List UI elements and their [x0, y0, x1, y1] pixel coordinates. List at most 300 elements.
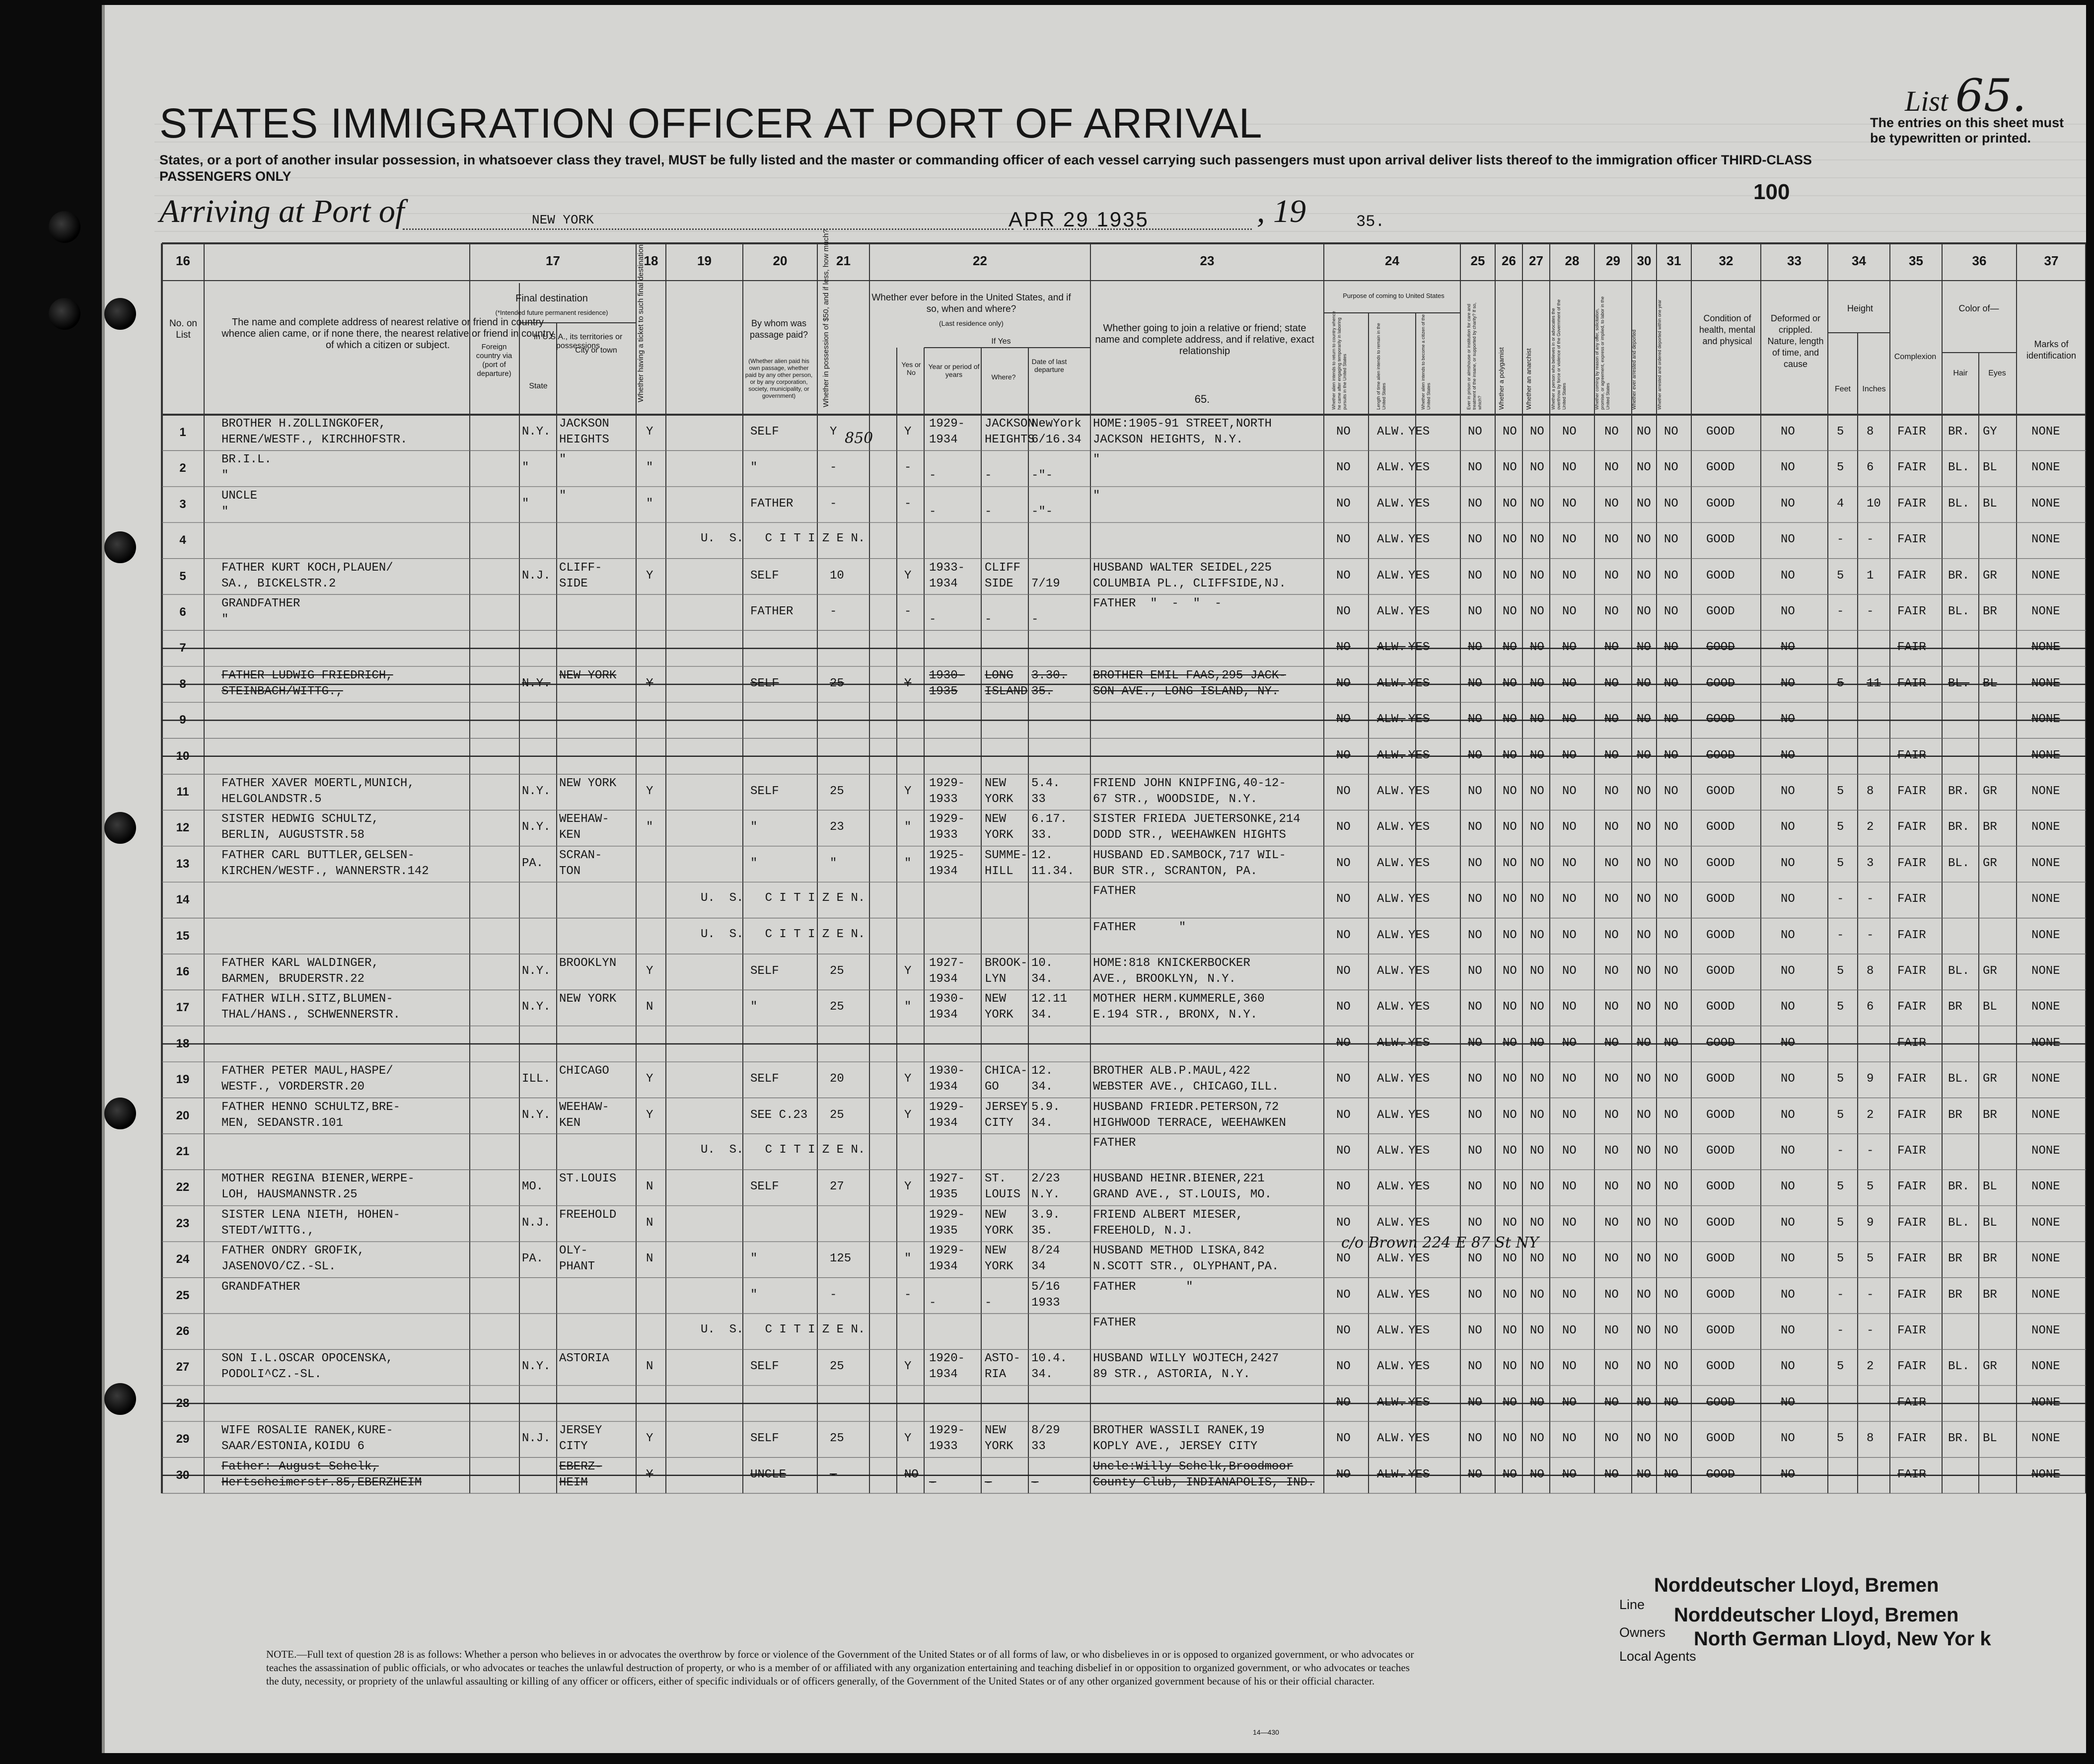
- cell-inch: 2: [1867, 1108, 1874, 1122]
- cell-ticket: Y: [646, 785, 653, 798]
- cell-dep1: 10.: [1031, 956, 1053, 970]
- cell-n25: NO: [1468, 1360, 1482, 1374]
- cell-inch: 9: [1867, 1072, 1874, 1086]
- cell-join1: HOME:1905-91 STREET,NORTH: [1093, 417, 1272, 431]
- cell-v24b: ALW.: [1377, 713, 1406, 727]
- cell-wh1: NEW: [985, 812, 1007, 826]
- cell-n28: NO: [1562, 713, 1577, 727]
- header-purpose-b: Length of time alien intends to remain in the United States: [1376, 323, 1386, 410]
- header-purpose-a: Whether alien intends to return to country whence he came after engaging temporarily in laboring pursuits in the United States: [1331, 311, 1347, 410]
- cell-hair: BL.: [1948, 964, 1970, 978]
- cell-v24b: ALW.: [1377, 1072, 1406, 1086]
- cell-per1: 1920-: [929, 1352, 965, 1366]
- cell-n30: NO: [1637, 964, 1651, 978]
- cell-dep1: NewYork: [1031, 417, 1082, 431]
- cell-n31: NO: [1664, 1144, 1678, 1158]
- cell-city1: CHICAGO: [559, 1064, 609, 1078]
- cell-n29: NO: [1604, 892, 1619, 906]
- cell-inch: 10: [1867, 497, 1881, 511]
- cell-deformed: NO: [1781, 1288, 1795, 1302]
- cell-feet: -: [1837, 1324, 1844, 1337]
- cell-n27: NO: [1530, 1288, 1544, 1302]
- cell-n31: NO: [1664, 533, 1678, 547]
- cell-n27: NO: [1530, 1468, 1544, 1481]
- cell-n28: NO: [1562, 1216, 1577, 1230]
- cell-rel1: FATHER CARL BUTTLER,GELSEN-: [221, 848, 415, 862]
- header-height: Height: [1847, 303, 1874, 313]
- cell-compl: FAIR: [1897, 533, 1926, 547]
- cell-per1: 1929-: [929, 1208, 965, 1222]
- cell-health: GOOD: [1706, 533, 1735, 547]
- cell-n26: NO: [1503, 676, 1517, 690]
- cell-join1: HUSBAND FRIEDR.PETERSON,72: [1093, 1100, 1279, 1114]
- cell-deformed: NO: [1781, 605, 1795, 618]
- cell-yn: ": [904, 856, 912, 870]
- punch-hole: [104, 812, 136, 844]
- cell-health: GOOD: [1706, 1360, 1735, 1374]
- cell-eyes: BR: [1983, 605, 1997, 618]
- column-number: 29: [1606, 253, 1620, 268]
- cell-v24b: ALW.: [1377, 497, 1406, 511]
- cell-yn: NO: [904, 1468, 919, 1481]
- cell-marks: NONE: [2031, 1324, 2060, 1337]
- cell-ticket: N: [646, 1000, 653, 1014]
- cell-n31: NO: [1664, 1180, 1678, 1194]
- cell-state: N.Y.: [522, 1108, 551, 1122]
- owners-label: Owners: [1619, 1625, 1666, 1640]
- cell-n31: NO: [1664, 1324, 1678, 1337]
- cell-rel1: GRANDFATHER: [221, 1280, 300, 1294]
- cell-rel2: ": [221, 469, 229, 483]
- cell-paid: SELF: [750, 785, 779, 798]
- cell-dep2: 35.: [1031, 684, 1053, 698]
- cell-n30: NO: [1637, 569, 1651, 583]
- cell-feet: -: [1837, 892, 1844, 906]
- cell-n29: NO: [1604, 641, 1619, 655]
- cell-compl: FAIR: [1897, 569, 1926, 583]
- cell-per1: 1930-: [929, 668, 965, 682]
- row-number: 19: [176, 1073, 190, 1087]
- cell-rel2: LOH, HAUSMANNSTR.25: [221, 1188, 358, 1202]
- cell-n29: NO: [1604, 785, 1619, 798]
- cell-n29: NO: [1604, 856, 1619, 870]
- cell-yn: -: [904, 1288, 912, 1302]
- header-col31: Whether arrested and ordered deported within one year: [1657, 299, 1662, 410]
- cell-n26: NO: [1503, 461, 1517, 475]
- cell-eyes: BL: [1983, 497, 1997, 511]
- cell-money: 25: [830, 1000, 844, 1014]
- cell-n27: NO: [1530, 569, 1544, 583]
- header-yes-no: Yes or No: [901, 361, 921, 376]
- cell-n29: NO: [1604, 1180, 1619, 1194]
- cell-hair: BR.: [1948, 1432, 1970, 1446]
- cell-dep2: 33.: [1031, 828, 1053, 842]
- cell-inch: 8: [1867, 964, 1874, 978]
- cell-city1: BROOKLYN: [559, 956, 617, 970]
- cell-wh1: ST.: [985, 1172, 1007, 1186]
- cell-money: 125: [830, 1252, 852, 1266]
- cell-n31: NO: [1664, 1360, 1678, 1374]
- handwritten-money: 850: [845, 430, 873, 447]
- cell-v24c: YES: [1408, 748, 1430, 762]
- row-number: 30: [176, 1468, 190, 1482]
- cell-v24b: ALW.: [1377, 928, 1406, 942]
- cell-health: GOOD: [1706, 1324, 1735, 1337]
- cell-v24a: NO: [1336, 1288, 1351, 1302]
- cell-v24b: ALW.: [1377, 1000, 1406, 1014]
- cell-n26: NO: [1503, 1324, 1517, 1337]
- cell-marks: NONE: [2031, 1072, 2060, 1086]
- column-number: 37: [2044, 253, 2059, 268]
- cell-n29: NO: [1604, 605, 1619, 618]
- cell-n28: NO: [1562, 569, 1577, 583]
- cell-ticket: ": [646, 461, 653, 475]
- cell-wh2: YORK: [985, 1224, 1013, 1238]
- cell-compl: FAIR: [1897, 425, 1926, 439]
- cell-n26: NO: [1503, 569, 1517, 583]
- cell-compl: FAIR: [1897, 1396, 1926, 1409]
- column-number: 35: [1909, 253, 1923, 268]
- cell-n27: NO: [1530, 892, 1544, 906]
- cell-compl: FAIR: [1897, 785, 1926, 798]
- cell-n31: NO: [1664, 1252, 1678, 1266]
- cell-marks: NONE: [2031, 641, 2060, 655]
- cell-v24c: YES: [1408, 785, 1430, 798]
- cell-inch: -: [1867, 533, 1874, 547]
- header-complexion: Complexion: [1894, 353, 1937, 361]
- cell-feet: -: [1837, 1144, 1844, 1158]
- cell-inch: 8: [1867, 1432, 1874, 1446]
- cell-rel2: ": [221, 505, 229, 518]
- cell-v24c: YES: [1408, 676, 1430, 690]
- cell-n31: NO: [1664, 641, 1678, 655]
- cell-money: 25: [830, 1432, 844, 1446]
- cell-paid: ": [750, 856, 758, 870]
- cell-n25: NO: [1468, 1000, 1482, 1014]
- cell-rel1: FATHER XAVER MOERTL,MUNICH,: [221, 777, 415, 790]
- cell-feet: 5: [1837, 820, 1844, 834]
- cell-v24b: ALW.: [1377, 1216, 1406, 1230]
- cell-state: N.Y.: [522, 676, 551, 690]
- cell-rel1: BR.I.L.: [221, 453, 272, 467]
- cell-v24a: NO: [1336, 1360, 1351, 1374]
- column-number: 21: [836, 253, 851, 268]
- cell-compl: FAIR: [1897, 748, 1926, 762]
- cell-yn: Y: [904, 1432, 912, 1446]
- cell-v24b: ALW.: [1377, 748, 1406, 762]
- cell-inch: 2: [1867, 1360, 1874, 1374]
- cell-wh1: CLIFF: [985, 561, 1021, 575]
- cell-per1: 1929-: [929, 777, 965, 790]
- header-col26: Whether a polygamist: [1498, 347, 1505, 410]
- cell-v24a: NO: [1336, 1108, 1351, 1122]
- row-number: 11: [176, 785, 189, 799]
- cell-inch: -: [1867, 605, 1874, 618]
- cell-state: ": [522, 497, 529, 511]
- cell-n29: NO: [1604, 713, 1619, 727]
- cell-n25: NO: [1468, 1216, 1482, 1230]
- cell-n28: NO: [1562, 641, 1577, 655]
- cell-paid: FATHER: [750, 605, 794, 618]
- cell-feet: 5: [1837, 1360, 1844, 1374]
- cell-deformed: NO: [1781, 569, 1795, 583]
- cell-n27: NO: [1530, 1180, 1544, 1194]
- cell-feet: 5: [1837, 964, 1844, 978]
- header-final-destination-note: (*Intended future permanent residence): [495, 309, 608, 316]
- cell-city1: OLY-: [559, 1244, 588, 1258]
- header-col25: Ever in prison or almshouse or institution for care and treatment of the insane, or supported by charity? If so, which?: [1466, 302, 1482, 410]
- column-number: 27: [1529, 253, 1543, 268]
- cell-join1: HUSBAND METHOD LISKA,842: [1093, 1244, 1265, 1258]
- header-feet: Feet: [1834, 385, 1851, 393]
- punch-hole: [104, 1098, 136, 1129]
- cell-compl: FAIR: [1897, 1288, 1926, 1302]
- handwritten-note: c/o Brown 224 E 87 St NY: [1341, 1234, 1539, 1251]
- cell-v24b: ALW.: [1377, 1180, 1406, 1194]
- punch-hole: [49, 211, 80, 243]
- arriving-label: Arriving at Port of: [159, 193, 405, 229]
- cell-health: GOOD: [1706, 748, 1735, 762]
- cell-n30: NO: [1637, 928, 1651, 942]
- cell-paid: ": [750, 461, 758, 475]
- cell-n29: NO: [1604, 425, 1619, 439]
- cell-rel2: PODOLI^CZ.-SL.: [221, 1368, 322, 1382]
- cell-dep2: 34.: [1031, 1008, 1053, 1022]
- cell-n30: NO: [1637, 1144, 1651, 1158]
- cell-n26: NO: [1503, 533, 1517, 547]
- cell-yn: -: [904, 461, 912, 475]
- cell-n30: NO: [1637, 892, 1651, 906]
- agents-label: Local Agents: [1619, 1649, 1696, 1664]
- cell-v24a: NO: [1336, 605, 1351, 618]
- cell-n27: NO: [1530, 785, 1544, 798]
- header-col28: Whether a person who believes in or advocates the overthrow by force or violence of the Government of the United States: [1551, 299, 1567, 410]
- cell-paid: SELF: [750, 1072, 779, 1086]
- cell-paid: ": [750, 1288, 758, 1302]
- punch-hole: [104, 531, 136, 563]
- cell-n25: NO: [1468, 461, 1482, 475]
- cell-join2: County Club, INDIANAPOLIS, IND.: [1093, 1475, 1315, 1489]
- cell-n31: NO: [1664, 748, 1678, 762]
- cell-wh2: GO: [985, 1080, 999, 1094]
- cell-state: N.Y.: [522, 1000, 551, 1014]
- cell-join1: HUSBAND HEINR.BIENER,221: [1093, 1172, 1265, 1186]
- cell-state: N.J.: [522, 1216, 551, 1230]
- cell-n28: NO: [1562, 964, 1577, 978]
- cell-city1: ": [559, 489, 567, 503]
- cell-v24c: YES: [1408, 497, 1430, 511]
- cell-feet: 5: [1837, 425, 1844, 439]
- cell-n31: NO: [1664, 1468, 1678, 1481]
- cell-n25: NO: [1468, 1180, 1482, 1194]
- cell-n28: NO: [1562, 1324, 1577, 1337]
- list-number: List 65.: [1905, 70, 2026, 122]
- cell-v24a: NO: [1336, 928, 1351, 942]
- cell-marks: NONE: [2031, 1432, 2060, 1446]
- cell-marks: NONE: [2031, 1252, 2060, 1266]
- cell-wh2: YORK: [985, 1440, 1013, 1454]
- cell-per2: 1935: [929, 684, 958, 698]
- cell-n31: NO: [1664, 1072, 1678, 1086]
- cell-n27: NO: [1530, 1216, 1544, 1230]
- cell-state: N.Y.: [522, 425, 551, 439]
- cell-wh2: SIDE: [985, 577, 1013, 590]
- cell-n31: NO: [1664, 1000, 1678, 1014]
- cell-paid: FATHER: [750, 497, 794, 511]
- arrival-date: APR 29 1935: [1009, 208, 1149, 231]
- header-col27: Whether an anarchist: [1525, 348, 1532, 410]
- header-state: State: [529, 382, 548, 390]
- cell-ticket: Y: [646, 1108, 653, 1122]
- cell-v24c: YES: [1408, 892, 1430, 906]
- cell-v24b: ALW.: [1377, 1360, 1406, 1374]
- cell-yn: Y: [904, 1072, 912, 1086]
- owners-value: Norddeutscher Lloyd, Bremen: [1674, 1604, 1959, 1626]
- cell-n29: NO: [1604, 461, 1619, 475]
- cell-v24b: ALW.: [1377, 533, 1406, 547]
- cell-rel1: FATHER LUDWIG FRIEDRICH,: [221, 668, 393, 682]
- cell-v24c: YES: [1408, 1000, 1430, 1014]
- cell-n25: NO: [1468, 1072, 1482, 1086]
- cell-city1: WEEHAW-: [559, 812, 609, 826]
- cell-n30: NO: [1637, 641, 1651, 655]
- cell-deformed: NO: [1781, 1036, 1795, 1050]
- header-purpose: Purpose of coming to United States: [1343, 292, 1444, 299]
- cell-deformed: NO: [1781, 1396, 1795, 1409]
- column-number: 18: [644, 253, 658, 268]
- column-number: 25: [1470, 253, 1485, 268]
- cell-wh2: LOUIS: [985, 1188, 1021, 1202]
- cell-n31: NO: [1664, 964, 1678, 978]
- cell-n30: NO: [1637, 425, 1651, 439]
- cell-rel1: FATHER ONDRY GROFIK,: [221, 1244, 365, 1258]
- cell-money: Y: [830, 425, 837, 439]
- cell-n28: NO: [1562, 1396, 1577, 1409]
- cell-n25: NO: [1468, 748, 1482, 762]
- cell-deformed: NO: [1781, 641, 1795, 655]
- cell-inch: -: [1867, 1144, 1874, 1158]
- cell-hair: BR: [1948, 1108, 1962, 1122]
- cell-n30: NO: [1637, 1468, 1651, 1481]
- cell-eyes: BL: [1983, 1180, 1997, 1194]
- cell-money: 27: [830, 1180, 844, 1194]
- cell-n26: NO: [1503, 1468, 1517, 1481]
- cell-dep2: 6/16.34: [1031, 433, 1082, 446]
- cell-join1: BROTHER ALB.P.MAUL,422: [1093, 1064, 1250, 1078]
- cell-paid: SELF: [750, 425, 779, 439]
- cell-n28: NO: [1562, 1072, 1577, 1086]
- cell-v24a: NO: [1336, 569, 1351, 583]
- cell-v24a: NO: [1336, 641, 1351, 655]
- cell-v24b: ALW.: [1377, 605, 1406, 618]
- cell-n31: NO: [1664, 928, 1678, 942]
- header-passage-note: (Whether alien paid his own passage, whether paid by any other person, or by any corporation, society, municipality, or government): [745, 358, 813, 399]
- cell-n30: NO: [1637, 1036, 1651, 1050]
- cell-join2: E.194 STR., BRONX, N.Y.: [1093, 1008, 1258, 1022]
- cell-n30: NO: [1637, 605, 1651, 618]
- cell-v24a: NO: [1336, 676, 1351, 690]
- cell-health: GOOD: [1706, 1000, 1735, 1014]
- cell-inch: 5: [1867, 1252, 1874, 1266]
- cell-ticket: Y: [646, 425, 653, 439]
- cell-rel1: SISTER HEDWIG SCHULTZ,: [221, 812, 379, 826]
- cell-deformed: NO: [1781, 892, 1795, 906]
- cell-rel1: FATHER HENNO SCHULTZ,BRE-: [221, 1100, 401, 1114]
- row-number: 24: [176, 1252, 190, 1266]
- cell-n30: NO: [1637, 533, 1651, 547]
- cell-health: GOOD: [1706, 1216, 1735, 1230]
- cell-rel2: HELGOLANDSTR.5: [221, 793, 322, 806]
- cell-join1: SISTER FRIEDA JUETERSONKE,214: [1093, 812, 1300, 826]
- cell-dep2: -"-: [1031, 469, 1053, 483]
- cell-dep2: -: [1031, 613, 1039, 626]
- cell-deformed: NO: [1781, 1468, 1795, 1481]
- cell-wh1: BROOK-: [985, 956, 1028, 970]
- cell-health: GOOD: [1706, 641, 1735, 655]
- cell-n26: NO: [1503, 1360, 1517, 1374]
- cell-join1: FATHER ": [1093, 920, 1186, 934]
- cell-health: GOOD: [1706, 1036, 1735, 1050]
- cell-rel1: FATHER KURT KOCH,PLAUEN/: [221, 561, 393, 575]
- cell-per1: 1930-: [929, 992, 965, 1006]
- cell-paid: SELF: [750, 1360, 779, 1374]
- cell-n25: NO: [1468, 605, 1482, 618]
- cell-join2: N.SCOTT STR., OLYPHANT,PA.: [1093, 1260, 1279, 1274]
- cell-dep1: 12.: [1031, 1064, 1053, 1078]
- cell-n31: NO: [1664, 856, 1678, 870]
- cell-wh1: SUMME-: [985, 848, 1028, 862]
- cell-v24c: YES: [1408, 1252, 1430, 1266]
- cell-wh1: JACKSON: [985, 417, 1035, 431]
- cell-n28: NO: [1562, 1360, 1577, 1374]
- cell-dep1: 8/29: [1031, 1424, 1060, 1438]
- cell-n29: NO: [1604, 820, 1619, 834]
- cell-v24a: NO: [1336, 856, 1351, 870]
- header-col29: Whether coming by reason of any offer, solicitation, promise, or agreement, express or implied, to labor in the United States: [1594, 296, 1610, 410]
- instructions: States, or a port of another insular possession, in whatsoever class they travel, MUST be fully listed and the master or commanding officer of each vessel carrying such passengers must upon arrival deliver lists thereof to the immigration officer THIRD-CLASS PASSENGERS ONLY: [159, 152, 1812, 184]
- cell-n27: NO: [1530, 1252, 1544, 1266]
- cell-inch: -: [1867, 928, 1874, 942]
- cell-dep2: 34.: [1031, 1368, 1053, 1382]
- cell-v24c: YES: [1408, 1432, 1430, 1446]
- cell-yn: -: [904, 497, 912, 511]
- cell-n31: NO: [1664, 1396, 1678, 1409]
- cell-v24a: NO: [1336, 461, 1351, 475]
- cell-n30: NO: [1637, 1324, 1651, 1337]
- cell-v24a: NO: [1336, 1216, 1351, 1230]
- cell-paid: SELF: [750, 569, 779, 583]
- cell-per2: 1934: [929, 577, 958, 590]
- cell-yn: Y: [904, 785, 912, 798]
- cell-per2: 1934: [929, 1116, 958, 1130]
- cell-v24b: ALW.: [1377, 1288, 1406, 1302]
- cell-rel2: STEINBACH/WITTG.,: [221, 684, 343, 698]
- cell-deformed: NO: [1781, 928, 1795, 942]
- cell-n30: NO: [1637, 1108, 1651, 1122]
- cell-n29: NO: [1604, 497, 1619, 511]
- cell-per1: 1927-: [929, 956, 965, 970]
- cell-compl: FAIR: [1897, 1180, 1926, 1194]
- cell-n27: NO: [1530, 676, 1544, 690]
- agents-value: North German Lloyd, New Yor k: [1694, 1628, 1991, 1650]
- cell-n28: NO: [1562, 1432, 1577, 1446]
- cell-city1: EBERZ-: [559, 1460, 602, 1473]
- cell-n29: NO: [1604, 1036, 1619, 1050]
- cell-v24a: NO: [1336, 820, 1351, 834]
- port-value: NEW YORK: [532, 213, 594, 227]
- column-number: 32: [1719, 253, 1733, 268]
- header-money: Whether in possession of $50, and if less, how much?: [822, 229, 830, 407]
